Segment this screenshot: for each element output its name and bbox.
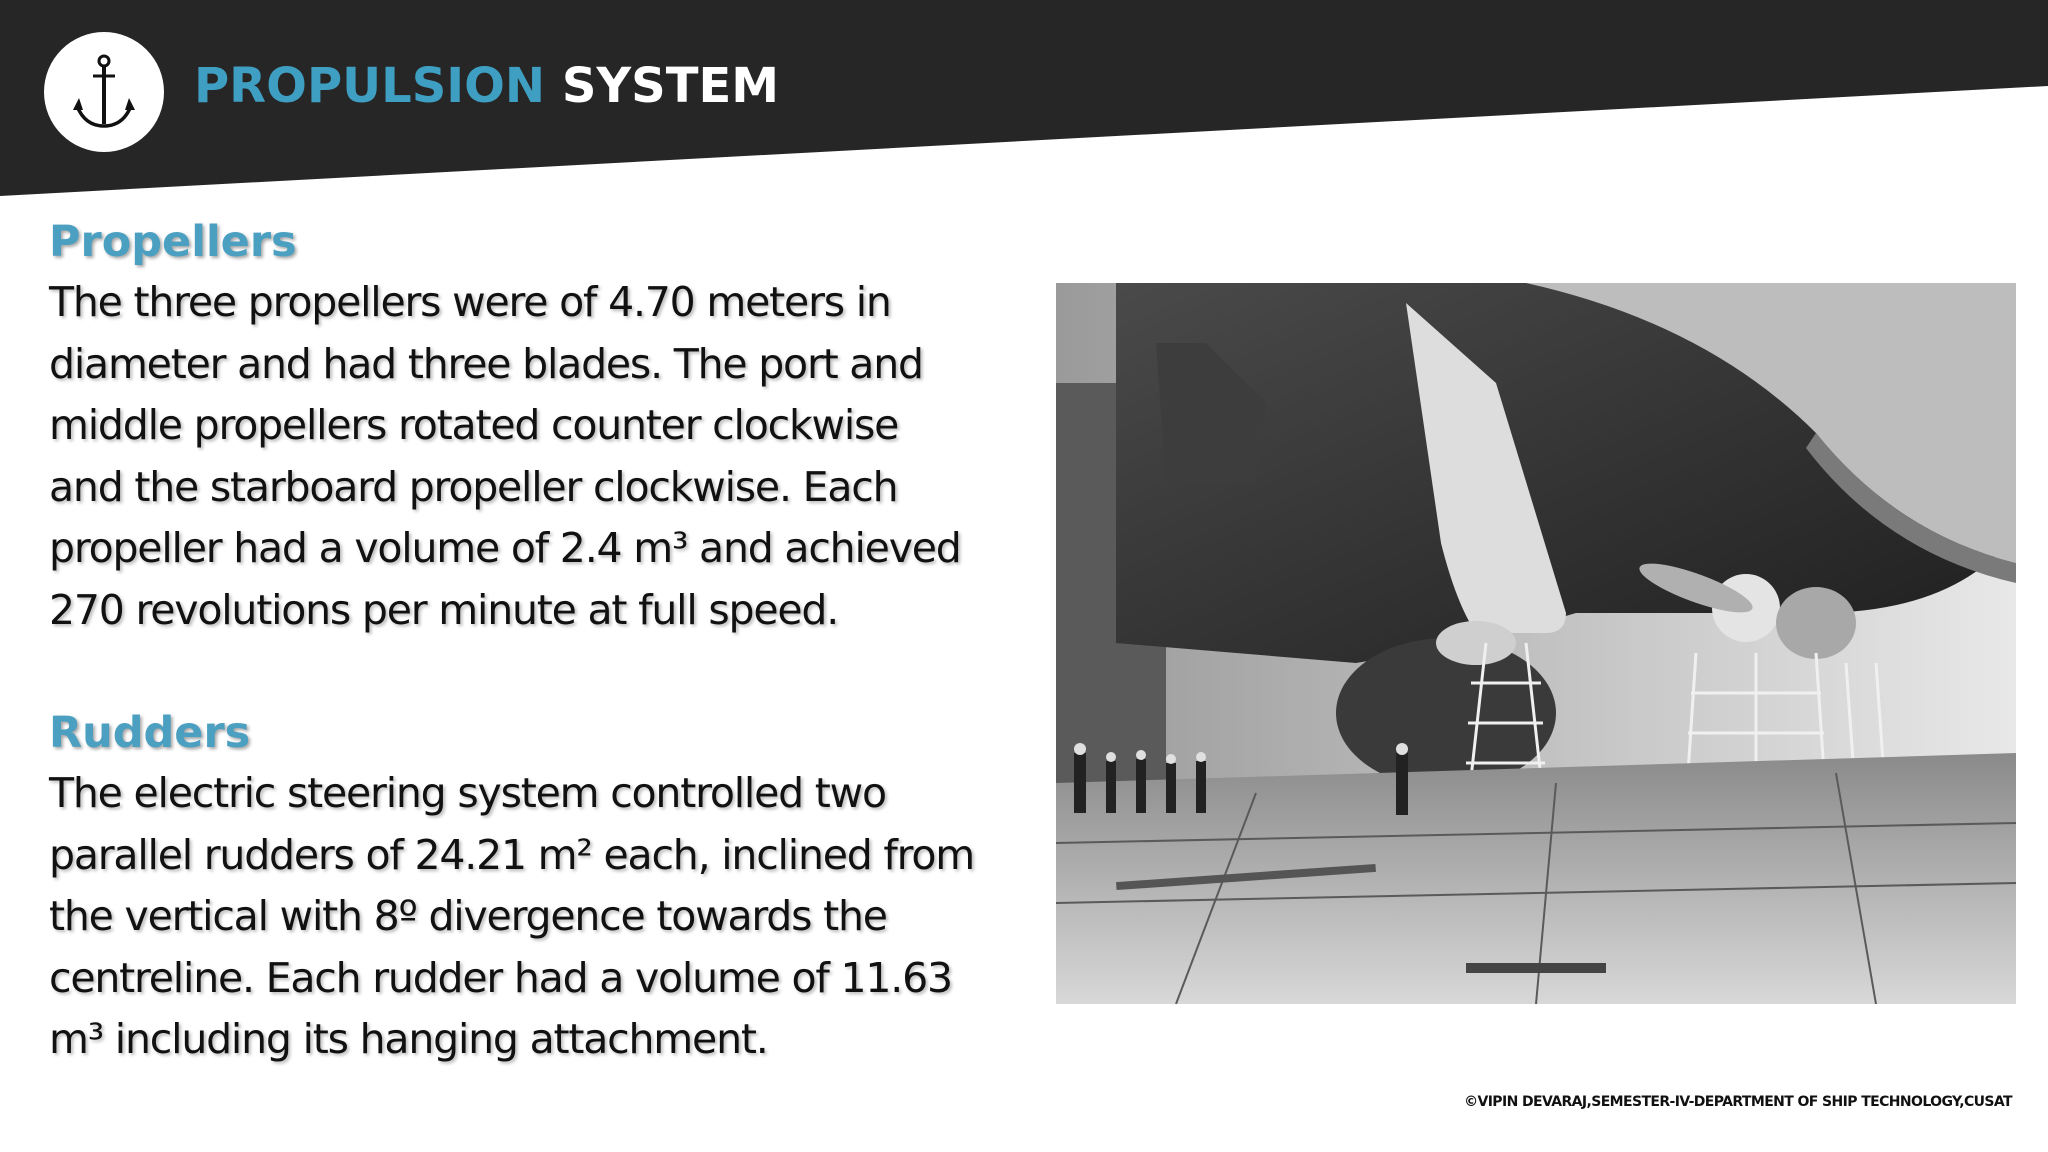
anchor-icon	[69, 52, 139, 132]
rudders-line: m³ including its hanging attachment.	[49, 1015, 768, 1063]
rudders-section	[49, 703, 1059, 1071]
rudders-line: The electric steering system controlled two	[49, 769, 886, 817]
rudders-text	[49, 763, 1059, 1071]
footer-credit: ©VIPIN DEVARAJ,SEMESTER-IV-DEPARTMENT OF SHIP TECHNOLOGY,CUSAT	[1464, 1094, 2012, 1110]
title-rest: SYSTEM	[561, 58, 780, 114]
propellers-line: The three propellers were of 4.70 meters in	[49, 278, 891, 326]
propellers-section	[49, 212, 1059, 641]
ship-stern-drydock-photo	[1056, 283, 2016, 1004]
propellers-line: and the starboard propeller clockwise. Each	[49, 462, 898, 511]
page-title	[194, 58, 780, 114]
rudders-line: centreline. Each rudder had a volume of 11.63	[49, 953, 952, 1002]
propellers-line: 270 revolutions per minute at full speed.	[49, 585, 839, 634]
photo-illustration	[1056, 283, 2016, 1004]
logo-badge	[44, 32, 164, 152]
title-accent: PROPULSION	[194, 58, 546, 114]
propellers-line: diameter and had three blades. The port and	[49, 339, 923, 388]
propellers-line: middle propellers rotated counter clockwise	[49, 401, 899, 449]
propellers-line: propeller had a volume of 2.4 m³ and achieved	[49, 524, 961, 572]
propellers-heading: Propellers	[49, 217, 297, 267]
propellers-text	[49, 272, 1059, 641]
rudders-line: parallel rudders of 24.21 m² each, inclined from	[49, 830, 975, 879]
rudders-heading: Rudders	[49, 708, 251, 758]
rudders-line: the vertical with 8º divergence towards the	[49, 892, 887, 940]
